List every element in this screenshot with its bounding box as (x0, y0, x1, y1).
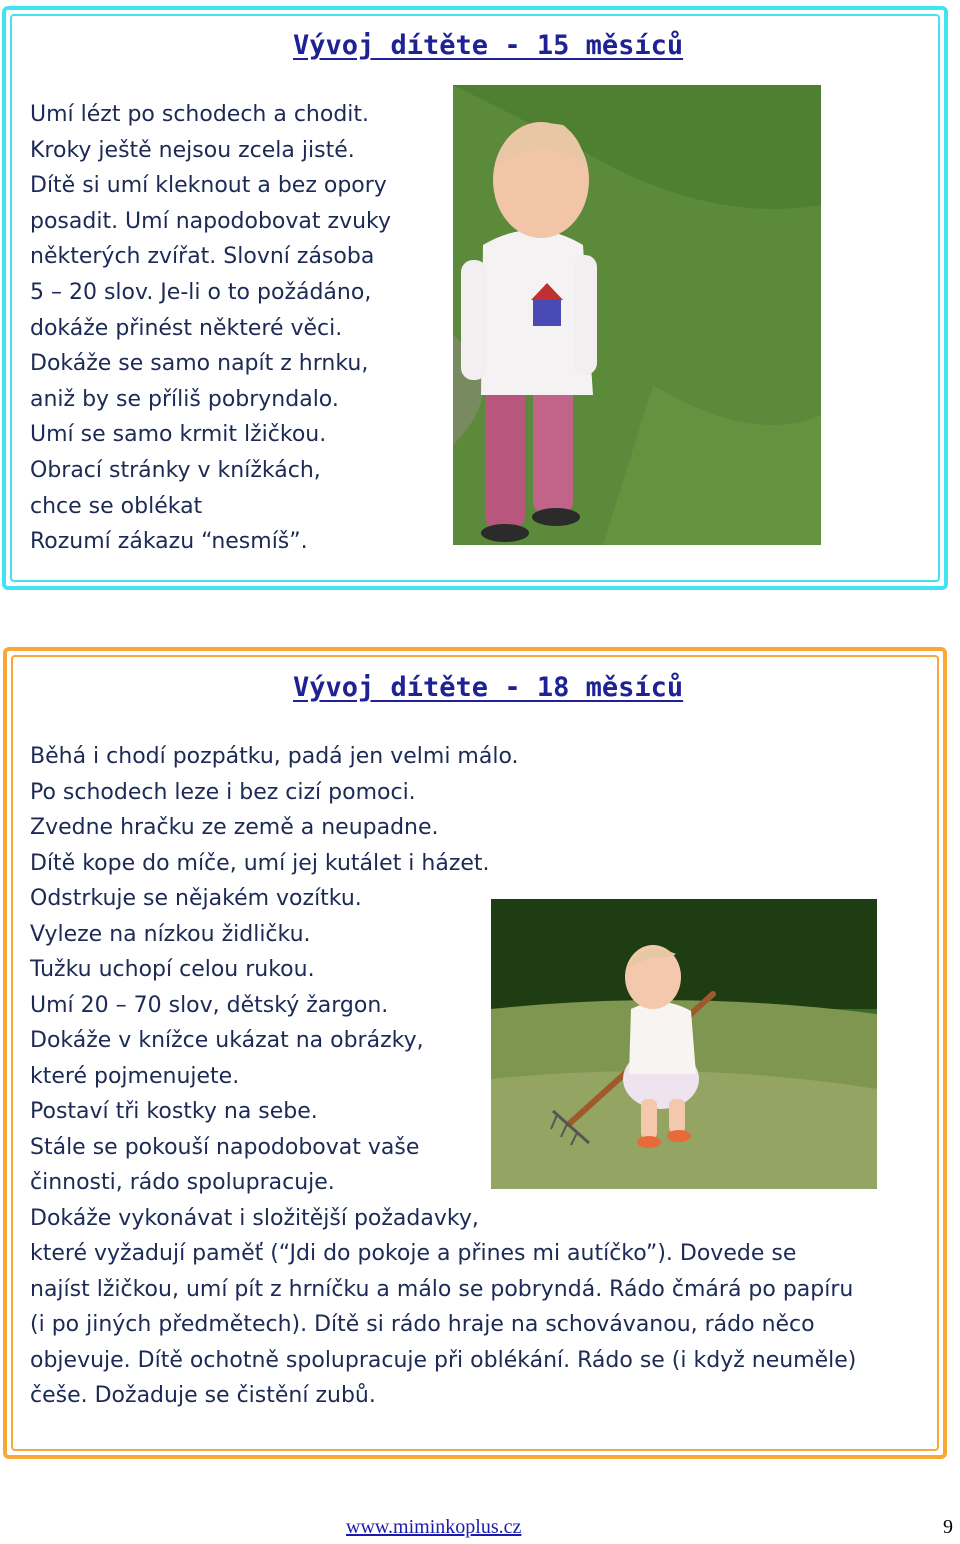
text-line: češe. Dožaduje se čistění zubů. (30, 1383, 376, 1408)
section-18-months-title: Vývoj dítěte - 18 měsíců (293, 672, 684, 703)
toddler-standing-photo (453, 85, 821, 545)
page-number: 9 (943, 1516, 953, 1538)
text-line: Obrací stránky v knížkách, (30, 457, 321, 483)
text-line: najíst lžičkou, umí pít z hrníčku a málo se pobryndá. Rádo čmárá po papíru (30, 1276, 854, 1302)
text-line: které vyžadují paměť (“Jdi do pokoje a přines mi autíčko”). Dovede se (30, 1241, 797, 1266)
text-line: Stále se pokouší napodobovat vaše (30, 1134, 420, 1160)
text-line: činnosti, rádo spolupracuje. (30, 1170, 335, 1195)
text-line: některých zvířat. Slovní zásoba (30, 244, 375, 270)
text-line: které pojmenujete. (30, 1063, 240, 1089)
footer-website-link[interactable]: www.miminkoplus.cz (346, 1516, 522, 1538)
text-line: Běhá i chodí pozpátku, padá jen velmi málo. (30, 744, 519, 769)
text-line: Dokáže se samo napít z hrnku, (30, 351, 369, 377)
text-line: Umí lézt po schodech a chodit. (30, 102, 370, 127)
text-line: 5 – 20 slov. Je-li o to požádáno, (30, 279, 372, 305)
text-line: Odstrkuje se nějakém vozítku. (30, 886, 362, 911)
text-line: Po schodech leze i bez cizí pomoci. (30, 779, 416, 805)
section-15-months-text (30, 97, 391, 560)
toddler-standing-illustration (453, 85, 821, 545)
toddler-with-rake-illustration (491, 899, 877, 1189)
text-line: Vyleze na nízkou židličku. (30, 921, 311, 947)
text-line: posadit. Umí napodobovat zvuky (30, 208, 392, 234)
text-line: Tužku uchopí celou rukou. (30, 957, 315, 982)
text-line: aniž by se příliš pobryndalo. (30, 386, 339, 412)
text-line: Dítě kope do míče, umí jej kutálet i házet. (30, 850, 490, 876)
text-line: (i po jiných předmětech). Dítě si rádo hraje na schovávanou, rádo něco (30, 1312, 815, 1337)
text-line: Postaví tři kostky na sebe. (30, 1099, 318, 1124)
text-line: Dokáže vykonávat i složitější požadavky, (30, 1205, 479, 1231)
text-line: Umí 20 – 70 slov, dětský žargon. (30, 992, 389, 1018)
text-line: Zvedne hračku ze země a neupadne. (30, 815, 439, 840)
text-line: Kroky ještě nejsou zcela jisté. (30, 137, 355, 163)
toddler-with-rake-photo (491, 899, 877, 1189)
text-line: Rozumí zákazu “nesmíš”. (30, 529, 308, 555)
text-line: dokáže přinést některé věci. (30, 315, 343, 341)
text-line: objevuje. Dítě ochotně spolupracuje při oblékání. Rádo se (i když neuměle) (30, 1347, 857, 1373)
text-line: chce se oblékat (30, 493, 203, 519)
text-line: Dokáže v knížce ukázat na obrázky, (30, 1028, 424, 1053)
text-line: Dítě si umí kleknout a bez opory (30, 173, 387, 199)
text-line: Umí se samo krmit lžičkou. (30, 422, 327, 448)
section-15-months-title: Vývoj dítěte - 15 měsíců (293, 30, 684, 61)
